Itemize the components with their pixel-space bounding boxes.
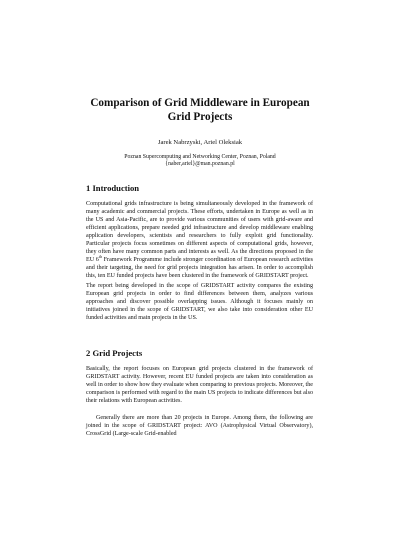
paper-title-line-2: Grid Projects (167, 111, 233, 123)
intro-paragraph-1-text-continued: Framework Programme include stronger coordination of European research activities and their targeting, the need for grid projects integration has arisen. In order to accomplish this, ten EU funded projects have been clustered in the framework of GRIDSTART project. (86, 256, 314, 279)
intro-paragraph-1-text: Computational grids infrastructure is being simultaneously developed in the framework of many academic and commercial projects. These efforts, undertaken in Europe as well as in the US and Asia-Pacific, are to provide various communities of users with grid-aware and efficient applications, prepare needed grid infrastructure and develop middleware enabling application developers, scientists and researchers to fully exploit grid functionality. Particular projects focus sometimes on different aspects of computational grids, however, they often have many common parts and interests as well. As the directions proposed in the EU 6 (86, 201, 313, 263)
paper-title-line-1: Comparison of Grid Middleware in European (90, 97, 310, 109)
affiliation-emails: {naber,ariel}@man.poznan.pl (165, 161, 235, 168)
ordinal-superscript: th (98, 253, 102, 259)
paper-authors: Jarek Nabrzyski, Ariel Oleksiak (157, 139, 243, 146)
section-heading-grid-projects: 2 Grid Projects (86, 348, 143, 358)
grid-projects-paragraph-2: Generally there are more than 20 projects in Europe. Among them, the following are joined in the scope of GRIDSTART project: AVO (Astrophysical Virtual Observatory), CrossGrid (Large-scale Grid-enabled (86, 415, 313, 437)
section-heading-introduction: 1 Introduction (86, 183, 140, 193)
author-affiliation (60, 154, 340, 168)
intro-paragraph-2: The report being developed in the scope of GRIDSTART activity compares the existing European grid projects in order to find differences between them, analyzes various approaches and discover possible overlapping issues. Although it focuses mainly on initiatives joined in the scope of GRIDSTART, we also take into consideration other EU funded activities and main projects in the US. (86, 283, 313, 321)
paper-title (60, 96, 340, 124)
affiliation-line-1: Poznan Supercomputing and Networking Center, Poznan, Poland (124, 154, 276, 160)
intro-paragraph-1 (86, 201, 313, 281)
grid-projects-paragraph-1: Basically, the report focuses on European grid projects clustered in the framework of GRIDSTART activity. However, recent EU funded projects are taken into consideration as well in order to show how they evaluate when comparing to previous projects. Moreover, the comparison is performed with regard to the main US projects to indicate differences but also their relations with European activities. (86, 366, 313, 404)
